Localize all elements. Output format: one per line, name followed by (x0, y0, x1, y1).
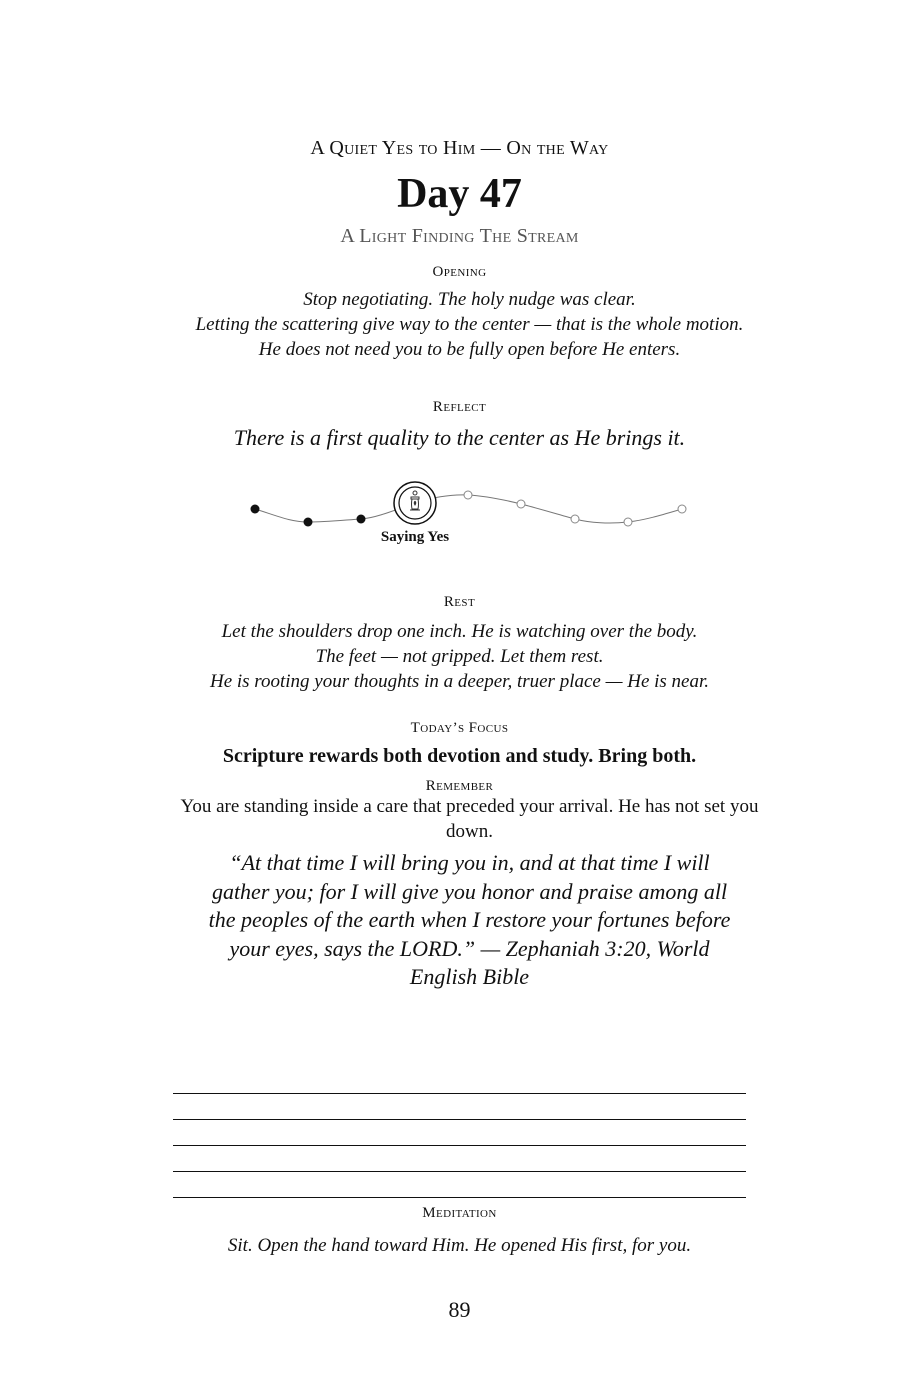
journal-line[interactable] (173, 1120, 746, 1146)
journey-step-upcoming (678, 505, 686, 513)
opening-line: Letting the scattering give way to the center — that is the whole motion. (195, 314, 744, 335)
page-number: 89 (448, 1297, 471, 1322)
journey-step-upcoming (624, 518, 632, 526)
rest-line: Let the shoulders drop one inch. He is watching over the body. (221, 621, 698, 642)
journal-lines (173, 1068, 746, 1198)
journal-line[interactable] (173, 1172, 746, 1198)
remember-label: Remember (425, 778, 494, 794)
journal-line[interactable] (173, 1146, 746, 1172)
rest-text (0, 619, 919, 694)
opening-text (190, 287, 749, 362)
reflect-label: Reflect (432, 399, 487, 415)
series-title: A Quiet Yes to Him — On the Way (310, 137, 609, 159)
journey-current-label: Saying Yes (380, 529, 450, 545)
rest-line: He is rooting your thoughts in a deeper, truer place — He is near. (209, 671, 710, 692)
reflect-text: There is a first quality to the center as He brings it. (233, 425, 686, 450)
opening-line: He does not need you to be fully open before He enters. (258, 339, 681, 360)
remember-text: You are standing inside a care that preceded your arrival. He has not set you down. (180, 796, 759, 842)
journal-line[interactable] (173, 1094, 746, 1120)
journey-step-upcoming (517, 500, 525, 508)
day-subtitle: A Light Finding The Stream (340, 225, 579, 247)
journey-step-complete (357, 515, 366, 524)
journey-step-complete (304, 518, 313, 527)
focus-label: Today’s Focus (410, 720, 509, 736)
journey-path (0, 470, 919, 560)
meditation-text: Sit. Open the hand toward Him. He opened His first, for you. (227, 1235, 692, 1256)
journal-line[interactable] (173, 1068, 746, 1094)
opening-line: Stop negotiating. The holy nudge was clear. (303, 289, 636, 310)
journey-step-complete (251, 505, 260, 514)
opening-label: Opening (432, 264, 487, 280)
focus-text: Scripture rewards both devotion and study. Bring both. (222, 745, 697, 767)
journey-step-upcoming (464, 491, 472, 499)
meditation-label: Meditation (422, 1205, 497, 1221)
rest-line: The feet — not gripped. Let them rest. (315, 646, 604, 667)
scripture-quote: “At that time I will bring you in, and at that time I will gather you; for I will give you honor and praise among all the peoples of the earth when I restore your fortunes before your eyes, says the LORD.” — Zephaniah 3:20, World English Bible (208, 850, 731, 989)
day-title: Day 47 (397, 171, 522, 217)
journey-step-upcoming (571, 515, 579, 523)
rest-label: Rest (443, 594, 476, 610)
